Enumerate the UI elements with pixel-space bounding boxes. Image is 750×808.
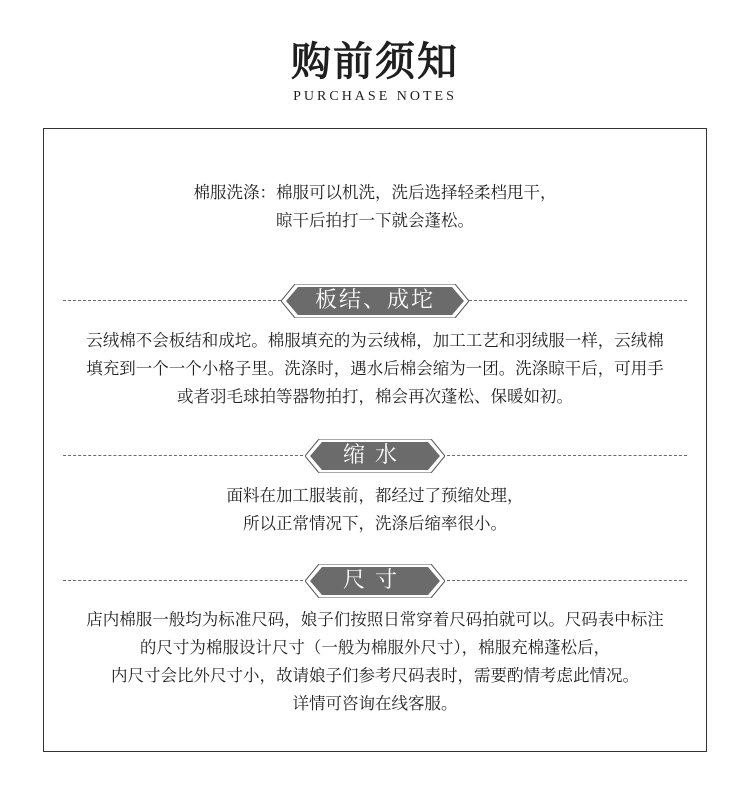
section-header-clumping	[0, 281, 750, 321]
section-line: 云绒棉不会板结和成坨。棉服填充的为云绒棉，加工工艺和羽绒服一样，云绒棉	[86, 331, 664, 350]
intro-paragraph	[0, 179, 750, 235]
section-line: 面料在加工服装前，都经过了预缩处理，	[226, 486, 524, 505]
section-line: 所以正常情况下，洗涤后缩率很小。	[243, 514, 507, 533]
section-label-badge	[281, 284, 469, 318]
section-line: 店内棉服一般均为标准尺码，娘子们按照日常穿着尺码拍就可以。尺码表中标注	[86, 610, 664, 629]
divider-left	[63, 300, 281, 301]
section-line: 的尺寸为棉服设计尺寸（一般为棉服外尺寸），棉服充棉蓬松后，	[139, 638, 611, 657]
section-label-badge	[305, 564, 445, 598]
section-line: 填充到一个一个小格子里。洗涤时，遇水后棉会缩为一团。洗涤晾干后，可用手	[86, 359, 664, 378]
divider-right	[469, 300, 687, 301]
page-title: 购前须知	[291, 38, 459, 85]
section-title: 缩水	[342, 443, 407, 468]
intro-line: 棉服洗涤：棉服可以机洗，洗后选择轻柔档甩干，	[193, 183, 557, 202]
section-line: 内尺寸会比外尺寸小，故请娘子们参考尺码表时，需要酌情考虑此情况。	[111, 666, 639, 685]
divider-left	[63, 580, 303, 581]
section-header-size	[0, 561, 750, 601]
intro-line: 晾干后拍打一下就会蓬松。	[276, 211, 474, 230]
section-header-shrinkage	[0, 436, 750, 476]
divider-left	[63, 455, 303, 456]
divider-right	[447, 580, 687, 581]
section-title: 尺寸	[342, 568, 407, 593]
section-title: 板结、成坨	[314, 288, 435, 313]
section-label-badge	[305, 439, 445, 473]
divider-right	[447, 455, 687, 456]
page-subtitle: PURCHASE NOTES	[293, 89, 457, 104]
section-body-clumping	[0, 327, 750, 411]
section-body-shrinkage	[0, 482, 750, 538]
section-body-size	[0, 606, 750, 718]
section-line: 或者羽毛球拍等器物拍打，棉会再次蓬松、保暖如初。	[177, 387, 573, 406]
section-line: 详情可咨询在线客服。	[292, 694, 458, 713]
